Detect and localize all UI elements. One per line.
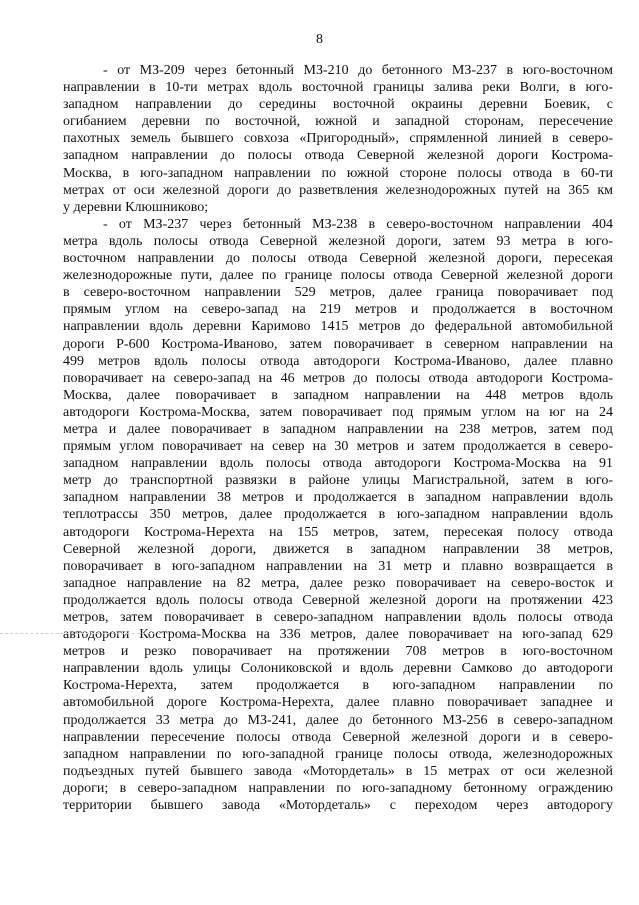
- text-line: Кострома-Нерехта, затем продолжается в юго-западном направлении по: [63, 678, 613, 694]
- text-line: 499 метров вдоль полосы отвода автодороги Кострома-Иваново, далее плавно: [63, 353, 613, 369]
- text-line: продолжается 33 метра до МЗ-241, далее до бетонного МЗ-256 в северо-западном: [63, 712, 613, 728]
- text-line: прямым углом на северо-запад на 219 метров и продолжается в восточном: [63, 302, 613, 318]
- text-line: теплотрассы 350 метров, далее продолжается в юго-западном направлении вдоль: [63, 507, 613, 523]
- document-body: [63, 62, 613, 814]
- text-line: железнодорожные пути, далее по границе полосы отвода Северной железной дороги: [63, 268, 613, 284]
- text-line: направлении в 10-ти метрах вдоль восточной границы залива реки Волги, в юго-: [63, 80, 613, 96]
- text-line: метра и далее поворачивает в западном направлении на 238 метров, затем под: [63, 421, 613, 437]
- text-line: направлении пересечение полосы отвода Северной железной дороги и в северо-: [63, 729, 613, 745]
- page-number: 8: [316, 32, 323, 47]
- text-line: метрах от оси железной дороги до разветвления железнодорожных путей на 365 км: [63, 182, 613, 198]
- text-line: метр до транспортной развязки в районе улицы Магистральной, затем в юго-: [63, 473, 613, 489]
- text-line: западном направлении вдоль полосы отвода автодороги Кострома-Москва на 91: [63, 456, 613, 472]
- text-line: огибанием деревни по восточной, южной и западной сторонам, пересечение: [63, 114, 613, 130]
- text-line: дороги Р-600 Кострома-Иваново, затем поворачивает в северном направлении на: [63, 336, 613, 352]
- text-line: подъездных путей бывшего завода «Мотордеталь» в 15 метрах от оси железной: [63, 763, 613, 779]
- scan-artifact-line: [0, 633, 160, 634]
- text-line: прямым углом поворачивает на север на 30 метров и затем продолжается в северо-: [63, 439, 613, 455]
- text-line: восточном направлении до полосы отвода Северной железной дороги, пересекая: [63, 251, 613, 267]
- text-line: автодороги Кострома-Нерехта на 155 метров, затем, пересекая полосу отвода: [63, 524, 613, 540]
- text-line: Северной железной дороги, движется в западном направлении 38 метров,: [63, 541, 613, 557]
- text-line: западном направлении до середины восточной окраины деревни Боевик, с: [63, 97, 613, 113]
- text-line: Москва, в юго-западном направлении по южной стороне полосы отвода в 60-ти: [63, 165, 613, 181]
- text-line: дороги; в северо-западном направлении по юго-западному бетонному ограждению: [63, 780, 613, 796]
- text-line: продолжается вдоль полосы отвода Северной железной дороги на протяжении 423: [63, 592, 613, 608]
- text-line: территории бывшего завода «Мотордеталь» с переходом через автодорогу: [63, 798, 613, 814]
- text-line: западное направление на 82 метра, далее резко поворачивает на северо-восток и: [63, 575, 613, 591]
- text-line: - от МЗ-237 через бетонный МЗ-238 в северо-восточном направлении 404: [103, 216, 613, 232]
- text-line: метров и резко поворачивает на протяжении 708 метров в юго-восточном: [63, 644, 613, 660]
- text-line: автодороги Кострома-Москва на 336 метров, далее поворачивает на юго-запад 629: [63, 627, 613, 643]
- text-line: поворачивает на северо-запад на 46 метров до полосы отвода автодороги Кострома-: [63, 370, 613, 386]
- text-line: автодороги Кострома-Москва, затем поворачивает под прямым углом на юг на 24: [63, 404, 613, 420]
- text-line: автомобильной дороге Кострома-Нерехта, далее плавно поворачивает западнее и: [63, 695, 613, 711]
- text-line: западном направлении по юго-западной границе полосы отвода, железнодорожных: [63, 746, 613, 762]
- text-line: в северо-восточном направлении 529 метров, далее граница поворачивает под: [63, 285, 613, 301]
- text-line: западном направлении до полосы отвода Северной железной дороги Кострома-: [63, 148, 613, 164]
- text-line: направлении вдоль деревни Каримово 1415 метров до федеральной автомобильной: [63, 319, 613, 335]
- text-line: - от МЗ-209 через бетонный МЗ-210 до бетонного МЗ-237 в юго-восточном: [103, 63, 613, 78]
- text-line: метров, затем поворачивает в северо-западном направлении вдоль полосы отвода: [63, 610, 613, 625]
- text-line: западном направлении 38 метров и продолжается в западном направлении вдоль: [63, 490, 613, 506]
- text-line: направлении вдоль улицы Солониковской и вдоль деревни Самково до автодороги: [63, 661, 613, 677]
- text-line: поворачивает в юго-западном направлении на 31 метр и плавно возвращается в: [63, 558, 613, 574]
- text-line: пахотных земель бывшего совхоза «Пригородный», спрямленной линией в северо-: [63, 131, 613, 147]
- text-line: у деревни Клюшниково;: [63, 199, 209, 215]
- text-line: Москва, далее поворачивает в западном направлении на 448 метров вдоль: [63, 387, 613, 403]
- text-line: метра вдоль полосы отвода Северной железной дороги, затем 93 метра в юго-: [63, 233, 613, 249]
